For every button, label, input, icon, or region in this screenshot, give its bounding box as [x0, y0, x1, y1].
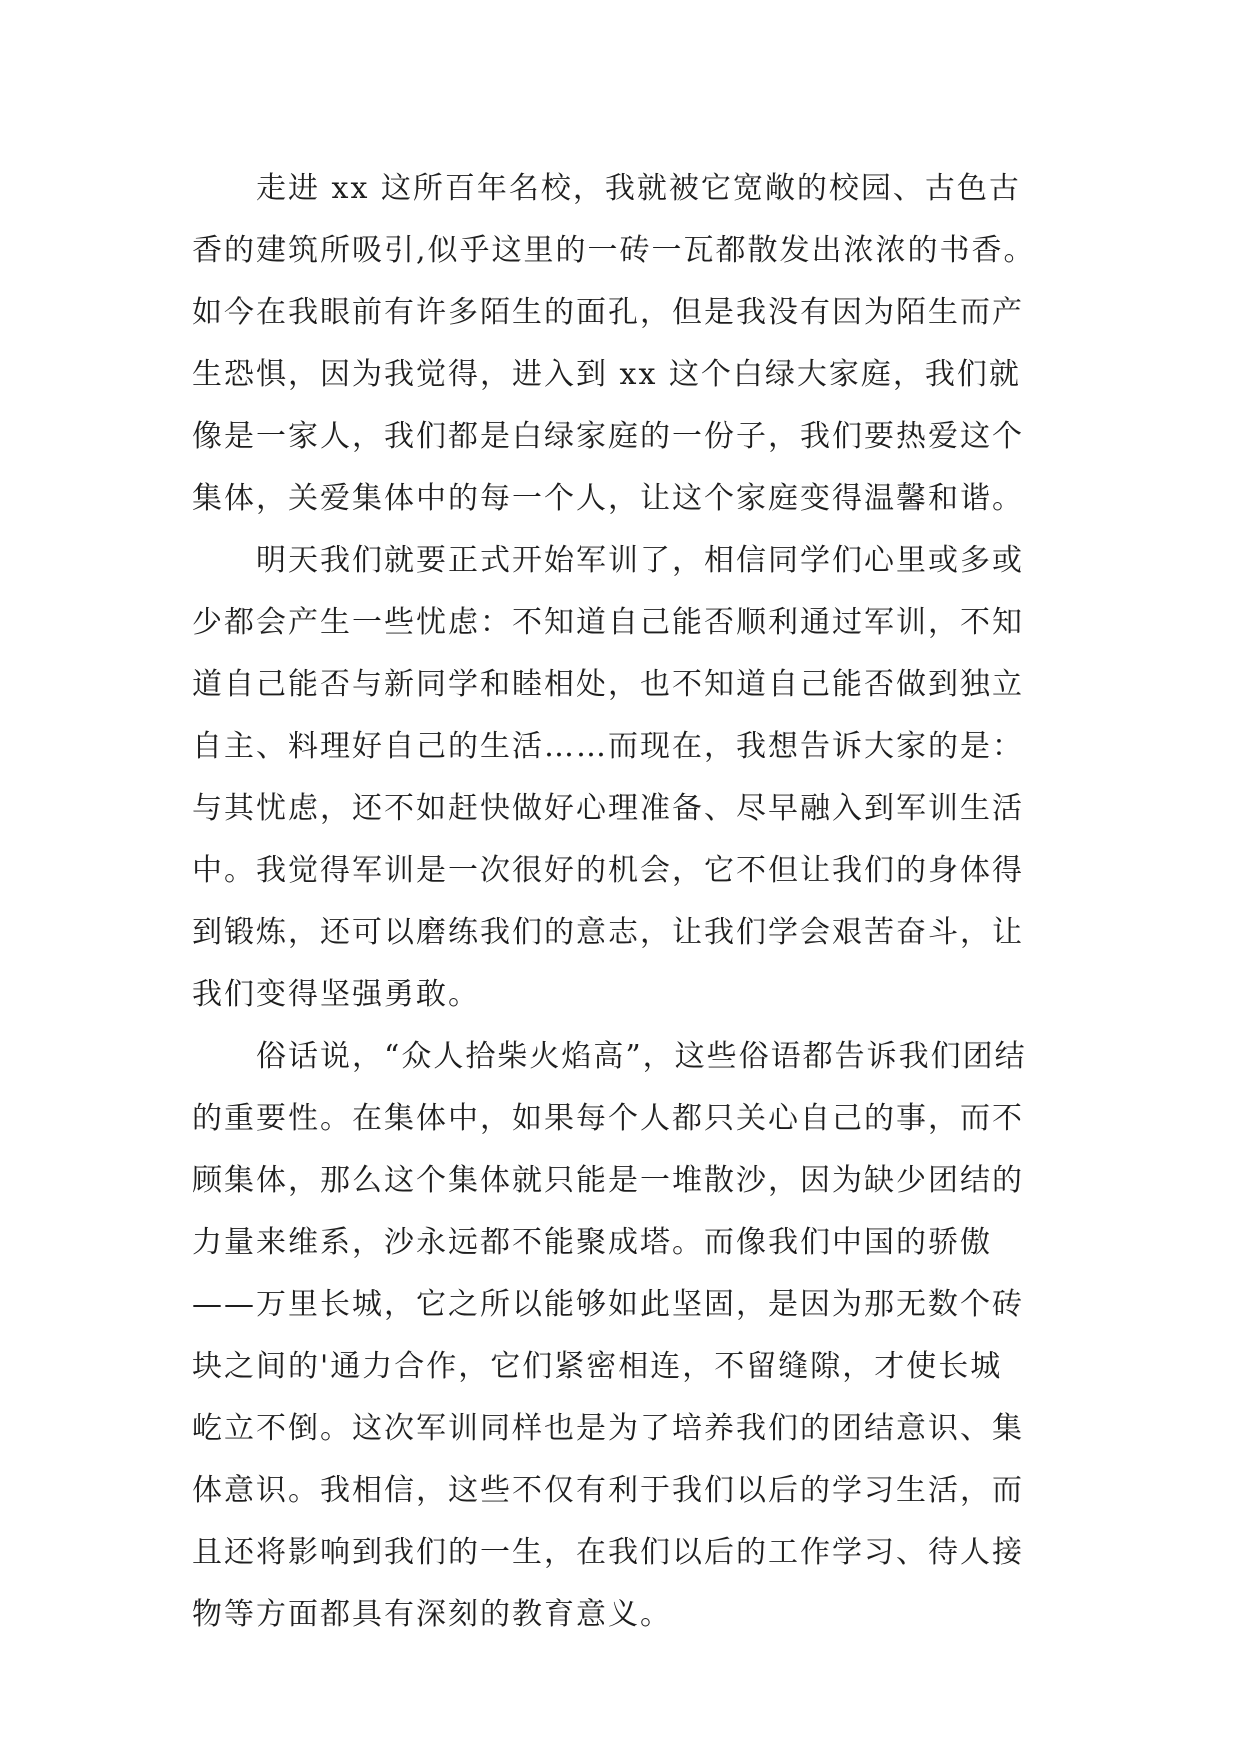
paragraph-line: 香的建筑所吸引,似乎这里的一砖一瓦都散发出浓浓的书香。 [192, 233, 1036, 268]
paragraph-2 [192, 530, 1052, 1026]
paragraph-line: 生恐惧，因为我觉得，进入到 xx 这个白绿大家庭，我们就 [192, 357, 1021, 392]
paragraph-line: 如今在我眼前有许多陌生的面孔，但是我没有因为陌生而产 [192, 295, 1024, 330]
paragraph-3 [192, 1026, 1052, 1646]
paragraph-line: 明天我们就要正式开始军训了，相信同学们心里或多或 [256, 543, 1024, 578]
document-body [192, 158, 1052, 1646]
paragraph-line: 与其忧虑，还不如赶快做好心理准备、尽早融入到军训生活 [192, 791, 1024, 826]
paragraph-line: 中。我觉得军训是一次很好的机会，它不但让我们的身体得 [192, 853, 1024, 888]
paragraph-line: 块之间的'通力合作，它们紧密相连，不留缝隙，才使长城 [192, 1349, 1003, 1384]
paragraph-line: 屹立不倒。这次军训同样也是为了培养我们的团结意识、集 [192, 1411, 1024, 1446]
paragraph-line: 集体，关爱集体中的每一个人，让这个家庭变得温馨和谐。 [192, 481, 1024, 516]
paragraph-line: 体意识。我相信，这些不仅有利于我们以后的学习生活，而 [192, 1473, 1024, 1508]
paragraph-line: 物等方面都具有深刻的教育意义。 [192, 1597, 672, 1632]
paragraph-line: 像是一家人，我们都是白绿家庭的一份子，我们要热爱这个 [192, 419, 1024, 454]
paragraph-line: 顾集体，那么这个集体就只能是一堆散沙，因为缺少团结的 [192, 1163, 1024, 1198]
paragraph-line: 自主、料理好自己的生活……而现在，我想告诉大家的是： [192, 729, 1024, 764]
paragraph-line: 走进 xx 这所百年名校，我就被它宽敞的校园、古色古 [256, 171, 1021, 206]
paragraph-line: 力量来维系，沙永远都不能聚成塔。而像我们中国的骄傲 [192, 1225, 992, 1260]
paragraph-line: 且还将影响到我们的一生，在我们以后的工作学习、待人接 [192, 1535, 1024, 1570]
paragraph-line: 我们变得坚强勇敢。 [192, 977, 480, 1012]
paragraph-line: ——万里长城，它之所以能够如此坚固，是因为那无数个砖 [192, 1287, 1024, 1322]
paragraph-1 [192, 158, 1052, 530]
paragraph-line: 到锻炼，还可以磨练我们的意志，让我们学会艰苦奋斗，让 [192, 915, 1024, 950]
paragraph-line: 的重要性。在集体中，如果每个人都只关心自己的事，而不 [192, 1101, 1024, 1136]
paragraph-line: 俗话说，“众人拾柴火焰高”，这些俗语都告诉我们团结 [256, 1039, 1027, 1074]
paragraph-line: 少都会产生一些忧虑：不知道自己能否顺利通过军训，不知 [192, 605, 1024, 640]
paragraph-line: 道自己能否与新同学和睦相处，也不知道自己能否做到独立 [192, 667, 1024, 702]
